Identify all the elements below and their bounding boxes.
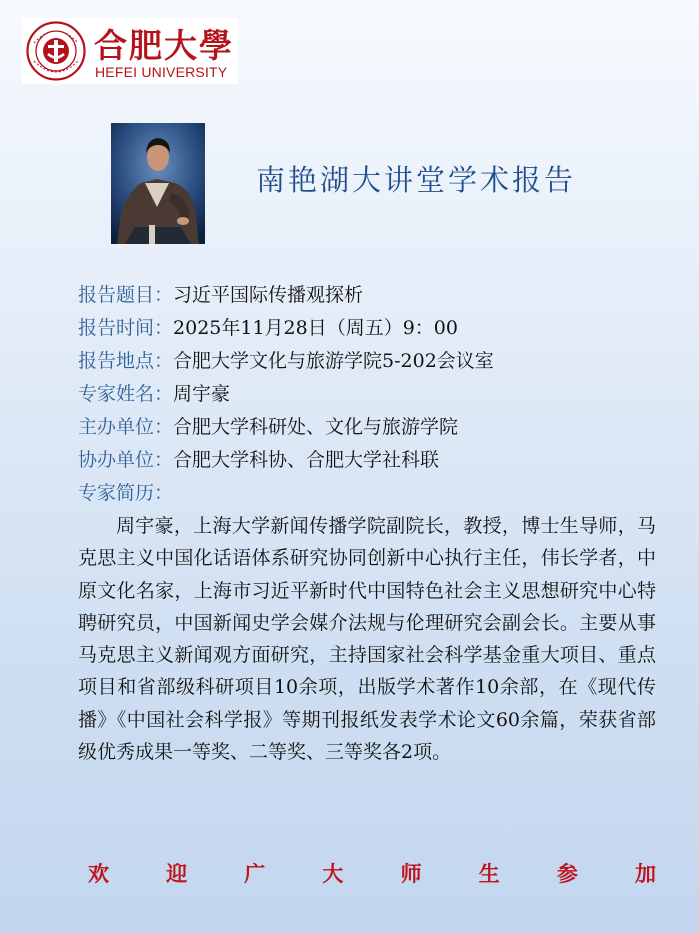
info-label: 专家姓名：	[78, 383, 174, 405]
info-value: 合肥大学科研处、文化与旅游学院	[173, 416, 459, 438]
info-label: 报告题目：	[78, 284, 174, 306]
welcome-char: 欢	[88, 861, 109, 886]
university-seal-icon	[26, 21, 86, 81]
info-value: 习近平国际传播观探析	[173, 284, 364, 306]
info-row-co-host	[78, 445, 678, 478]
report-info-list	[78, 280, 678, 511]
page-title: 南艳湖大讲堂学术报告	[256, 163, 577, 197]
welcome-char: 师	[400, 861, 422, 886]
info-label: 协办单位：	[78, 449, 174, 471]
info-label: 报告地点：	[78, 350, 174, 372]
info-row-bio-label	[78, 478, 678, 511]
speaker-bio: 周宇豪，上海大学新闻传播学院副院长，教授，博士生导师，马克思主义中国化话语体系研究协同创新中心执行主任，伟长学者，中原文化名家，上海市习近平新时代中国特色社会主义思想研究中心特聘研究员，中国新闻史学会媒介法规与伦理研究会副会长。主要从事马克思主义新闻观方面研究，主持国家社会科学基金重大项目、重点项目和省部级科研项目10余项，出版学术著作10余部，在《现代传播》《中国社会科学报》等期刊报纸发表学术论文60余篇，荣获省部级优秀成果一等奖、二等奖、三等奖各2项。	[78, 515, 656, 764]
logo-chinese-name: 合肥大學	[94, 26, 234, 65]
university-logo	[22, 18, 238, 84]
welcome-char: 广	[244, 861, 266, 886]
logo-english-name: HEFEI UNIVERSITY	[95, 64, 228, 80]
welcome-banner	[88, 858, 656, 888]
info-value: 合肥大学科协、合肥大学社科联	[173, 449, 440, 471]
info-label: 报告时间：	[78, 317, 174, 339]
info-row-time	[78, 313, 678, 346]
info-row-location	[78, 346, 678, 379]
info-label: 主办单位：	[78, 416, 174, 438]
info-row-topic	[78, 280, 678, 313]
info-row-host	[78, 412, 678, 445]
info-value: 合肥大学文化与旅游学院5-202会议室	[173, 350, 494, 372]
info-value: 周宇豪	[173, 383, 231, 405]
info-value: 2025年11月28日（周五）9：00	[173, 317, 458, 339]
welcome-char: 参	[556, 861, 578, 886]
info-row-speaker	[78, 379, 678, 412]
speaker-photo	[111, 123, 205, 244]
bio-label: 专家简历：	[78, 482, 174, 504]
welcome-char: 加	[634, 861, 656, 886]
welcome-char: 迎	[166, 861, 188, 886]
welcome-char: 生	[478, 861, 500, 886]
welcome-char: 大	[322, 861, 344, 886]
